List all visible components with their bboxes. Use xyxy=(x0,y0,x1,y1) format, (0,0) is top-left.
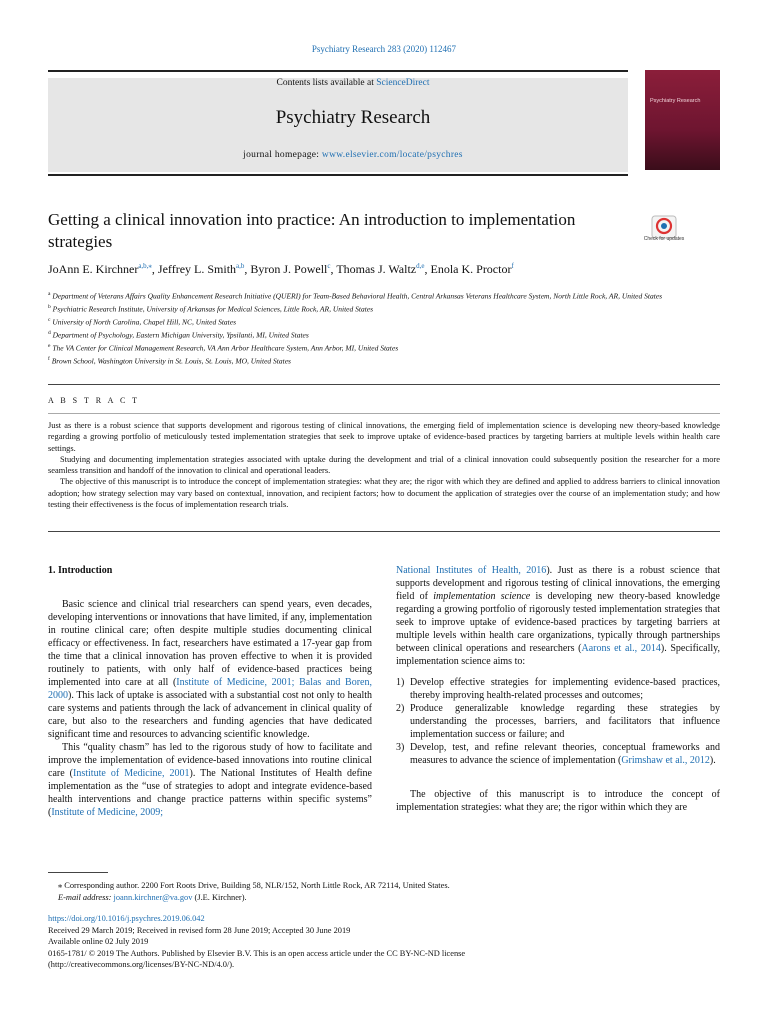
section-heading: 1. Introduction xyxy=(48,565,113,576)
body-paragraph xyxy=(48,598,372,741)
body-text: ). This lack of uptake is associated with a substantial cost not only to health care systems and patients through the lack of advancement in clinical quality of care, but also to the researchers and funding agencies that have dedicated significant time and resources to advancing scientific knowledge. xyxy=(48,690,372,740)
abstract-paragraph: The objective of this manuscript is to introduce the concept of implementation strategies: what they are; the rigor with which they are defined and applied to address barriers to clinical innovation adoption; how strategy selection may vary based on contextual, innovation, and recipient factors; how to document the application of strategies over the course of an implementation study; and how testing their effectiveness is the focus of implementation research trials. xyxy=(48,477,720,510)
affiliation-item xyxy=(48,354,708,367)
list-text: Develop effective strategies for implementing evidence-based practices, thereby improving health-related processes and outcomes; xyxy=(410,677,720,701)
affiliation-text: Department of Veterans Affairs Quality Enhancement Research Initiative (QUERI) for Team-Based Behavioral Health, Central Arkansas Veterans Healthcare System, North Little Rock, AR, United States xyxy=(52,291,663,301)
email-link[interactable]: joann.kirchner@va.gov xyxy=(113,893,193,902)
check-for-updates-label: Check for updates xyxy=(643,236,685,242)
body-column-left xyxy=(48,564,372,819)
affiliation-item xyxy=(48,289,708,302)
header-rule-bottom xyxy=(48,174,628,176)
citation-link[interactable]: Institute of Medicine, 2009; xyxy=(51,807,163,818)
citation-link[interactable]: National Institutes of Health, 2016 xyxy=(396,565,547,576)
contents-prefix: Contents lists available at xyxy=(276,78,377,88)
article-title: Getting a clinical innovation into practice: An introduction to implementation strategies xyxy=(48,210,576,251)
list-text: Produce generalizable knowledge regarding these strategies by understanding the processes, barriers, and facilitators that influence implementation success or failure; and xyxy=(410,703,720,740)
journal-title: Psychiatry Research xyxy=(275,107,431,128)
affiliation-marker: f xyxy=(48,355,50,362)
author-affiliation-marker[interactable]: f xyxy=(511,262,514,270)
author-affiliation-marker[interactable]: a,b,⁎ xyxy=(138,262,152,270)
body-text: ). Just as there is a robust science that supports development and rigorous testing of clinical innovations, the emerging field of xyxy=(396,565,720,602)
cover-title: Psychiatry Research xyxy=(650,98,701,104)
author-name[interactable]: Jeffrey L. Smith xyxy=(157,262,237,276)
list-text: ). xyxy=(709,755,716,766)
homepage-prefix: journal homepage: xyxy=(243,150,322,160)
affiliation-item xyxy=(48,302,708,315)
citation-link[interactable]: Institute of Medicine, 2001; Balas and Boren, 2000 xyxy=(48,677,373,701)
aims-list-item xyxy=(396,741,720,767)
list-number: 1) xyxy=(396,677,405,688)
email-suffix: (J.E. Kirchner). xyxy=(192,893,247,902)
list-number: 2) xyxy=(396,703,405,714)
affiliation-marker: e xyxy=(48,342,51,349)
citation-link[interactable]: Grimshaw et al., 2012 xyxy=(621,755,710,766)
header-rule-top xyxy=(48,70,628,72)
affiliation-marker: d xyxy=(48,329,51,336)
affiliation-text: Department of Psychology, Eastern Michigan University, Ypsilanti, MI, United States xyxy=(52,330,309,340)
body-paragraph xyxy=(48,741,372,819)
abstract-rule-bottom xyxy=(48,531,720,532)
body-paragraph xyxy=(396,564,720,668)
journal-cover-image[interactable] xyxy=(645,70,720,170)
list-number: 3) xyxy=(396,742,405,753)
author-name[interactable]: Byron J. Powell xyxy=(250,262,328,276)
journal-reference[interactable]: Psychiatry Research 283 (2020) 112467 xyxy=(311,44,457,54)
affiliation-marker: b xyxy=(48,303,51,310)
body-text: This “quality chasm” has led to the rigorous study of how to facilitate and improve the implementation of evidence-based innovations into routine clinical care ( xyxy=(48,742,372,779)
license-url[interactable]: (http://creativecommons.org/licenses/BY-NC-ND/4.0/). xyxy=(48,960,235,970)
body-text: is developing new theory-based knowledge regarding a growing portfolio of rigorously tested implementation strategies that seek to improve uptake of evidence-based practices by targeting barriers at multiple levels within health care organizations, typically through partnerships between clinical operations and researchers ( xyxy=(396,591,720,654)
publication-info xyxy=(48,913,720,971)
journal-homepage-line xyxy=(128,150,578,160)
author-affiliation-marker[interactable]: d,e xyxy=(416,262,425,270)
author-affiliation-marker[interactable]: a,b xyxy=(236,262,245,270)
abstract-heading: A B S T R A C T xyxy=(48,396,140,405)
body-text: ). The National Institutes of Health define implementation as the “use of strategies to adopt and integrate evidence-based health interventions and change practice patterns within specific systems” ( xyxy=(48,768,372,818)
citation-link[interactable]: Institute of Medicine, 2001 xyxy=(73,768,190,779)
email-line xyxy=(48,892,720,904)
emphasis-text: implementation science xyxy=(433,591,531,602)
check-for-updates-icon[interactable] xyxy=(646,214,682,250)
abstract-paragraph: Studying and documenting implementation strategies associated with uptake during the development and trial of a clinical innovation could subsequently position the researcher for a more seamless transition and handoff of the innovation to clinical and operational leaders. xyxy=(48,454,720,476)
list-text: Develop, test, and refine relevant theories, conceptual frameworks and measures to advance the science of implementation ( xyxy=(410,742,720,766)
abstract-paragraph: Just as there is a robust science that supports development and rigorous testing of clinical innovations, the emerging field of implementation science is developing new theory-based knowledge regarding a growing portfolio of meticulously tested implementation strategies that seek to improve uptake of evidence-based practices by targeting barriers at multiple levels within health care settings. xyxy=(48,421,720,453)
license-text: 0165-1781/ © 2019 The Authors. Published by Elsevier B.V. This is an open access article under the CC BY-NC-ND license xyxy=(48,948,466,958)
affiliation-text: Brown School, Washington University in St. Louis, St. Louis, MO, United States xyxy=(51,356,291,366)
author-name[interactable]: Thomas J. Waltz xyxy=(336,262,417,276)
sciencedirect-link[interactable]: ScienceDirect xyxy=(376,78,430,88)
affiliation-item xyxy=(48,315,708,328)
affiliation-text: The VA Center for Clinical Management Research, VA Ann Arbor Healthcare System, Ann Arbor, MI, United States xyxy=(52,343,399,353)
contents-line xyxy=(128,78,578,88)
author-name[interactable]: JoAnn E. Kirchner xyxy=(48,262,139,276)
available-online: Available online 02 July 2019 xyxy=(48,937,149,947)
affiliation-marker: c xyxy=(48,316,51,323)
corresponding-author-note: ⁎ Corresponding author. 2200 Fort Roots Drive, Building 58, NLR/152, North Little Rock, AR 72114, United States. xyxy=(58,881,450,890)
body-paragraph: The objective of this manuscript is to introduce the concept of implementation strategies: what they are; the rigor within which they are xyxy=(396,789,720,813)
abstract-body xyxy=(48,420,720,510)
affiliation-list xyxy=(48,289,708,366)
homepage-link[interactable]: www.elsevier.com/locate/psychres xyxy=(321,150,463,160)
aims-list xyxy=(396,676,720,767)
author-name[interactable]: Enola K. Proctor xyxy=(430,262,512,276)
doi-link[interactable]: https://doi.org/10.1016/j.psychres.2019.06.042 xyxy=(48,914,205,923)
body-text: ). Specifically, implementation science aims to: xyxy=(396,643,720,667)
affiliation-item xyxy=(48,328,708,341)
abstract-rule-top xyxy=(48,384,720,385)
affiliation-text: University of North Carolina, Chapel Hill, NC, United States xyxy=(52,317,237,327)
citation-link[interactable]: Aarons et al., 2014 xyxy=(581,643,661,654)
author-list: JoAnn E. Kirchner$^{a,b,⁎}$, Jeffrey L. Smith$^{a,b}$, Byron J. Powell$^c$, Thomas J. Waltz$^{d,e}$, Enola K. Proctor$^f$ xyxy=(48,262,514,276)
received-dates: Received 29 March 2019; Received in revised form 28 June 2019; Accepted 30 June 2019 xyxy=(48,925,351,935)
affiliation-item xyxy=(48,341,708,354)
abstract-rule-mid xyxy=(48,413,720,414)
footnote-rule xyxy=(48,872,108,873)
author-affiliation-marker[interactable]: c xyxy=(327,262,331,270)
affiliation-text: Psychiatric Research Institute, University of Arkansas for Medical Sciences, Little Rock, AR, United States xyxy=(52,304,374,314)
aims-list-item xyxy=(396,676,720,702)
affiliation-marker: a xyxy=(48,291,51,297)
corresponding-footnote xyxy=(48,880,720,904)
body-text: Basic science and clinical trial researchers can spend years, even decades, developing interventions or innovations that have limited, if any, implementation in routine clinical care; often despite multiple studies documenting clinical efficacy or effectiveness. In fact, researchers have estimated a 17-year gap from the time that a clinical innovation has proven effective to when it is provided routinely to patients, with only half of evidence-based practices being implemented into care at all ( xyxy=(48,599,373,688)
email-label: E-mail address: xyxy=(58,893,112,902)
body-column-right xyxy=(396,564,720,814)
aims-list-item xyxy=(396,702,720,741)
